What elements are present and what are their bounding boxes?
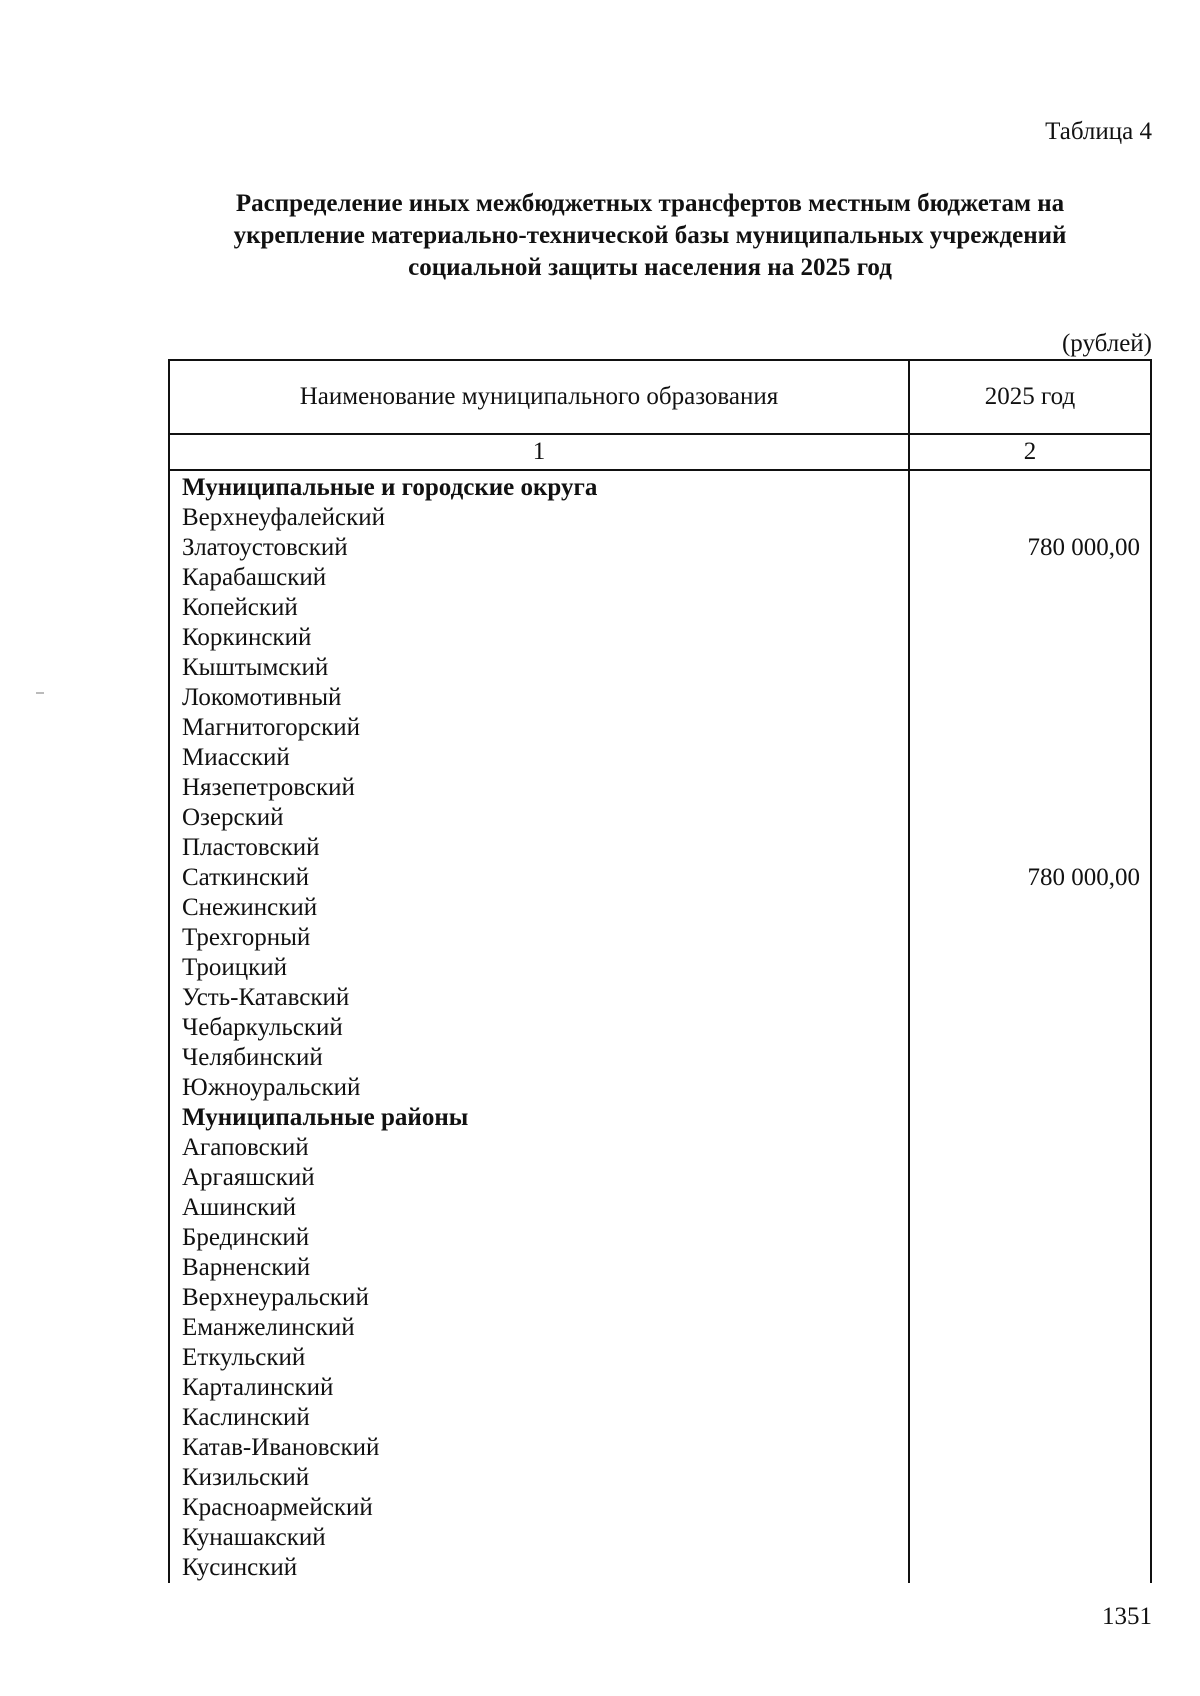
municipality-name: Челябинский [169,1043,909,1073]
transfer-amount [909,593,1151,623]
municipality-name: Карабашский [169,563,909,593]
transfer-amount [909,923,1151,953]
transfer-amount [909,1133,1151,1163]
transfer-amount [909,1313,1151,1343]
transfer-amount [909,983,1151,1013]
table-row [169,1463,1151,1493]
municipality-name: Кусинский [169,1553,909,1583]
transfer-amount [909,1523,1151,1553]
units-note: (рублей) [1061,330,1152,357]
municipality-name: Агаповский [169,1133,909,1163]
table-row [169,653,1151,683]
table-body [169,470,1151,1583]
table-row [169,1433,1151,1463]
scan-mark [36,692,44,694]
table-row [169,1553,1151,1583]
table-row [169,983,1151,1013]
transfer-amount [909,653,1151,683]
table-row [169,593,1151,623]
municipality-name: Коркинский [169,623,909,653]
municipality-name: Пластовский [169,833,909,863]
municipality-name: Верхнеуральский [169,1283,909,1313]
table-row [169,1403,1151,1433]
table-row [169,1373,1151,1403]
municipality-name: Еманжелинский [169,1313,909,1343]
municipality-name: Нязепетровский [169,773,909,803]
transfer-amount [909,1403,1151,1433]
header-year: 2025 год [909,360,1151,434]
transfer-amount [909,1463,1151,1493]
heading-line: Распределение иных межбюджетных трансфертов местным бюджетам на [235,190,1065,217]
municipality-name: Еткульский [169,1343,909,1373]
transfer-amount [909,1253,1151,1283]
municipality-name: Локомотивный [169,683,909,713]
municipality-name: Озерский [169,803,909,833]
document-heading [170,188,1130,284]
municipality-name: Магнитогорский [169,713,909,743]
table-row [169,953,1151,983]
table-row [169,533,1151,563]
table-row [169,713,1151,743]
municipality-name: Варненский [169,1253,909,1283]
municipality-name: Саткинский [169,863,909,893]
table-row [169,1073,1151,1103]
municipality-name: Миасский [169,743,909,773]
column-number-row [169,434,1151,470]
municipality-name: Ашинский [169,1193,909,1223]
transfer-amount [909,470,1151,503]
transfer-amount [909,1553,1151,1583]
group-heading-row [169,470,1151,503]
municipality-name: Карталинский [169,1373,909,1403]
transfer-amount [909,713,1151,743]
municipality-name: Южноуральский [169,1073,909,1103]
municipality-name: Копейский [169,593,909,623]
header-municipality: Наименование муниципального образования [169,360,909,434]
transfer-amount [909,1283,1151,1313]
table-row [169,923,1151,953]
table-row [169,623,1151,653]
table-row [169,503,1151,533]
table-row [169,1253,1151,1283]
group-heading: Муниципальные районы [169,1103,909,1133]
transfer-amount: 780 000,00 [909,863,1151,893]
municipality-name: Троицкий [169,953,909,983]
column-number: 1 [169,434,909,470]
table-row [169,1163,1151,1193]
table-row [169,683,1151,713]
municipality-name: Кунашакский [169,1523,909,1553]
transfer-amount [909,1343,1151,1373]
municipality-name: Брединский [169,1223,909,1253]
table-row [169,863,1151,893]
municipality-name: Снежинский [169,893,909,923]
table-row [169,1283,1151,1313]
table-row [169,803,1151,833]
municipality-name: Кизильский [169,1463,909,1493]
municipality-name: Катав-Ивановский [169,1433,909,1463]
table-row [169,1523,1151,1553]
municipality-name: Кыштымский [169,653,909,683]
group-heading-row [169,1103,1151,1133]
transfer-amount [909,1043,1151,1073]
column-number: 2 [909,434,1151,470]
table-header-row [169,360,1151,434]
allocation-table [168,359,1150,1583]
transfer-amount [909,683,1151,713]
transfer-amount [909,953,1151,983]
transfer-amount [909,773,1151,803]
transfer-amount [909,743,1151,773]
municipality-name: Чебаркульский [169,1013,909,1043]
table-row [169,743,1151,773]
transfer-amount [909,1103,1151,1133]
transfer-amount [909,563,1151,593]
transfer-amount [909,1073,1151,1103]
heading-line: укрепление материально-технической базы муниципальных учреждений [233,222,1067,249]
table-row [169,1043,1151,1073]
transfer-amount [909,893,1151,923]
table-row [169,1223,1151,1253]
municipality-name: Аргаяшский [169,1163,909,1193]
table-row [169,773,1151,803]
municipality-name: Каслинский [169,1403,909,1433]
transfer-amount [909,1433,1151,1463]
table-row [169,1493,1151,1523]
transfer-amount [909,833,1151,863]
municipality-name: Красноармейский [169,1493,909,1523]
municipality-name: Трехгорный [169,923,909,953]
transfer-amount [909,1193,1151,1223]
municipality-name: Усть-Катавский [169,983,909,1013]
transfer-amount [909,1373,1151,1403]
table-row [169,1313,1151,1343]
transfer-amount: 780 000,00 [909,533,1151,563]
transfer-amount [909,623,1151,653]
transfer-amount [909,1493,1151,1523]
table-row [169,1193,1151,1223]
table-row [169,563,1151,593]
municipality-name: Верхнеуфалейский [169,503,909,533]
transfer-amount [909,1163,1151,1193]
transfer-amount [909,803,1151,833]
municipality-name: Златоустовский [169,533,909,563]
table-row [169,833,1151,863]
table-row [169,893,1151,923]
page-number: 1351 [1102,1603,1152,1630]
table-row [169,1343,1151,1373]
table-row [169,1133,1151,1163]
table-row [169,1013,1151,1043]
transfer-amount [909,1223,1151,1253]
transfer-amount [909,503,1151,533]
transfer-amount [909,1013,1151,1043]
table-label: Таблица 4 [1045,118,1152,145]
group-heading: Муниципальные и городские округа [169,470,909,503]
heading-line: социальной защиты населения на 2025 год [408,254,892,281]
